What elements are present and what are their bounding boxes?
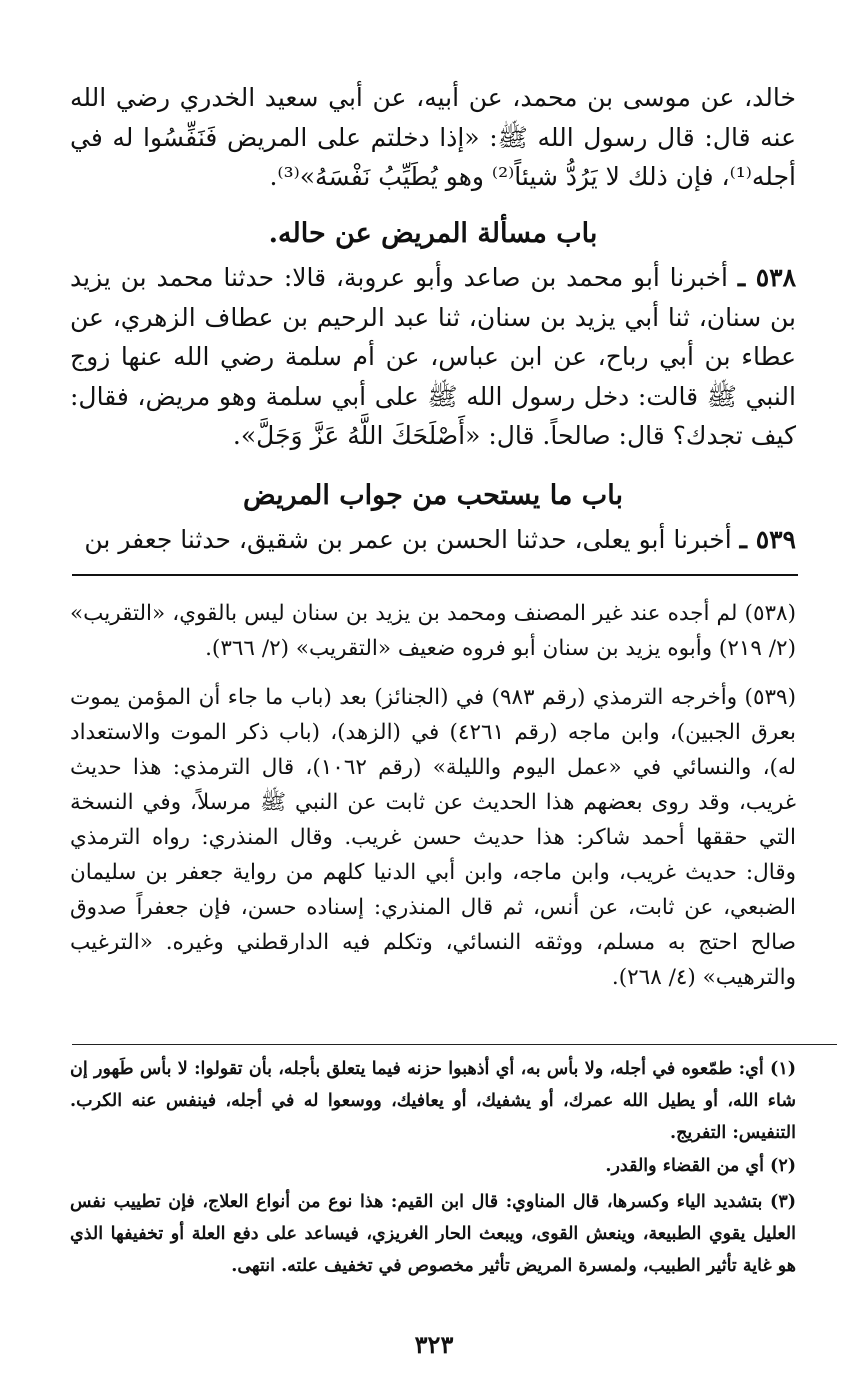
chapter-heading-1: باب مسألة المريض عن حاله.: [268, 218, 598, 249]
hadith-539: [70, 520, 796, 560]
note-1: (١) أي: طمّعوه في أجله، ولا بأس به، أي أذهبوا حزنه فيما يتعلق بأجله، بأن تقولوا: لا بأس طَهور إن شاء الله، أو يطيل الله عمرك، أو يشفيك، أو يعافيك، ووسعوا له في أجله، فينفس عنه الكرب. التنفيس: التفريج.: [70, 1059, 796, 1143]
notes-separator: [72, 1044, 837, 1045]
hadith-538-text: أخبرنا أبو محمد بن صاعد وأبو عروبة، قالا: حدثنا محمد بن يزيد بن سنان، ثنا أبي يزيد بن سنان، ثنا عبد الرحيم بن عطاف الزهري، عن عطاء بن أبي رباح، عن ابن عباس، عن أم سلمة رضي الله عنها زوج النبي ﷺ قالت: دخل رسول الله ﷺ على أبي سلمة وهو مريض، فقال: كيف تجدك؟ قال: صالحاً. قال: «أَصْلَحَكَ اللَّهُ عَزَّ وَجَلَّ».: [70, 263, 796, 450]
hadith-538-number: ٥٣٨ ـ: [737, 263, 797, 292]
hadith-539-text: أخبرنا أبو يعلى، حدثنا الحسن بن عمر بن شقيق، حدثنا جعفر بن: [84, 525, 732, 554]
hadith-538: [70, 258, 796, 456]
top-paragraph: خالد، عن موسى بن محمد، عن أبيه، عن أبي سعيد الخدري رضي الله عنه قال: قال رسول الله ﷺ: «إذا دخلتم على المريض فَنَفِّسُوا له في أجله⁽¹⁾، فإن ذلك لا يَرُدُّ شيئاً⁽²⁾ وهو يُطَيِّبُ نَفْسَهُ»⁽³⁾.: [70, 83, 796, 191]
chapter-heading-2: باب ما يستحب من جواب المريض: [243, 480, 623, 511]
note-2: (٢) أي من القضاء والقدر.: [605, 1156, 796, 1176]
footnote-separator: [72, 574, 798, 576]
footnote-538: (٥٣٨) لم أجده عند غير المصنف ومحمد بن يزيد بن سنان ليس بالقوي، «التقريب» (٢/ ٢١٩) وأبوه يزيد بن سنان أبو فروه ضعيف «التقريب» (٢/ ٣٦٦).: [70, 601, 796, 661]
page-number: ٣٢٣: [414, 1330, 454, 1359]
hadith-539-number: ٥٣٩ ـ: [739, 525, 796, 554]
note-3: (٣) بتشديد الياء وكسرها، قال المناوي: قال ابن القيم: هذا نوع من أنواع العلاج، فإن تطييب نفس العليل يقوي الطبيعة، وينعش القوى، ويبعث الحار الغريزي، فيساعد على دفع العلة أو تخفيفها الذي هو غاية تأثير الطبيب، ولمسرة المريض تأثير مخصوص في تخفيف علته. انتهى.: [70, 1192, 796, 1276]
footnote-539: (٥٣٩) وأخرجه الترمذي (رقم ٩٨٣) في (الجنائز) بعد (باب ما جاء أن المؤمن يموت بعرق الجبين)، وابن ماجه (رقم ٤٢٦١) في (الزهد)، (باب ذكر الموت والاستعداد له)، والنسائي في «عمل اليوم والليلة» (رقم ١٠٦٢)، قال الترمذي: هذا حديث غريب، وقد روى بعضهم هذا الحديث عن ثابت عن النبي ﷺ مرسلاً، وفي النسخة التي حققها أحمد شاكر: هذا حديث حسن غريب. وقال المنذري: رواه الترمذي وقال: حديث غريب، وابن ماجه، وابن أبي الدنيا كلهم من رواية جعفر بن سليمان الضبعي، عن ثابت، عن أنس، ثم قال المنذري: إسناده حسن، فإن جعفراً صدوق صالح احتج به مسلم، ووثقه النسائي، وتكلم فيه الدارقطني وغيره. «الترغيب والترهيب» (٤/ ٢٦٨).: [70, 685, 796, 990]
